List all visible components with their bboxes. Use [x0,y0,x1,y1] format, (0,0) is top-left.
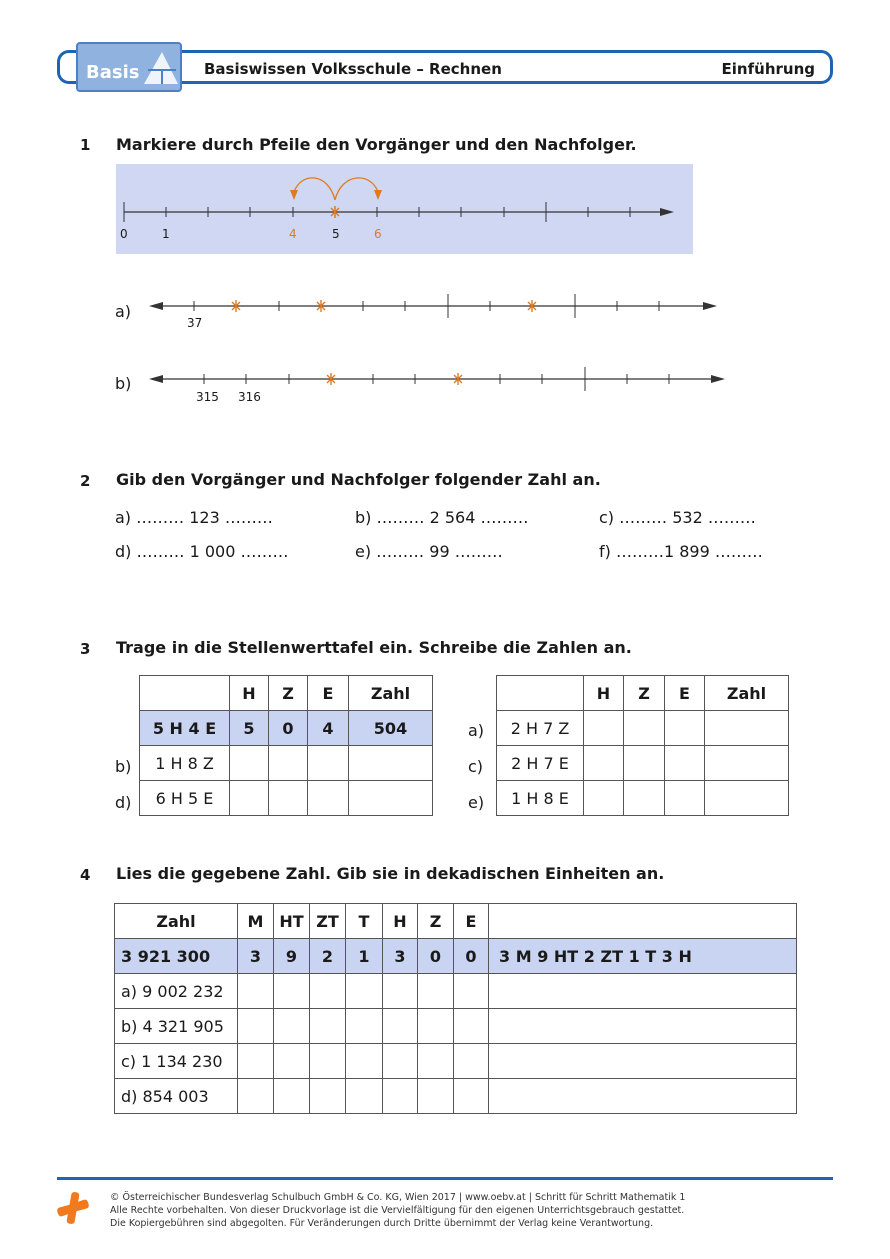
q3-number: 3 [80,640,91,658]
q3-row-label-d: d) [115,793,132,812]
table-row: 6 H 5 E [140,781,433,816]
q2-item-e[interactable]: e) ……… 99 ……… [355,542,503,561]
q1b-label: b) [115,374,132,393]
q1b-tick-316: 316 [238,390,261,404]
number-line-a[interactable] [145,290,725,326]
q3-row-label-a: a) [468,721,485,740]
place-value-table-left [139,675,433,816]
q2-item-c[interactable]: c) ……… 532 ……… [599,508,756,527]
q1-text: Markiere durch Pfeile den Vorgänger und den Nachfolger. [116,135,637,154]
q2-text: Gib den Vorgänger und Nachfolger folgender Zahl an. [116,470,601,489]
table-header-row: H Z E Zahl [497,676,789,711]
q4-number: 4 [80,866,91,884]
q2-item-f[interactable]: f) ………1 899 ……… [599,542,763,561]
table-row: c) 1 134 230 [115,1044,797,1079]
table-row: b) 4 321 905 [115,1009,797,1044]
footer-line-3: Die Kopiergebühren sind abgegolten. Für Veränderungen durch Dritte übernimmt der Verlag keine Verantwortung. [110,1218,654,1229]
nl-label-5: 5 [332,227,340,241]
table-row: 2 H 7 Z [497,711,789,746]
nl-label-4: 4 [289,227,297,241]
decadic-units-table [114,903,797,1114]
table-row: d) 854 003 [115,1079,797,1114]
q2-item-a[interactable]: a) ……… 123 ……… [115,508,273,527]
q1a-label: a) [115,302,132,321]
q3-text: Trage in die Stellenwerttafel ein. Schreibe die Zahlen an. [116,638,632,657]
q2-number: 2 [80,472,91,490]
table-header-row: H Z E Zahl [140,676,433,711]
example-number-line [116,164,693,254]
table-row-example: 3 921 300 3 9 2 1 3 0 0 3 M 9 HT 2 ZT 1 T 3 H [115,939,797,974]
place-value-table-right [496,675,789,816]
footer-line-1: © Österreichischer Bundesverlag Schulbuch GmbH & Co. KG, Wien 2017 | www.oebv.at | Schritt für Schritt Mathematik 1 [110,1192,686,1203]
q2-item-d[interactable]: d) ……… 1 000 ……… [115,542,289,561]
table-row-example: 5 H 4 E 5 0 4 504 [140,711,433,746]
q1b-tick-315: 315 [196,390,219,404]
table-row: a) 9 002 232 [115,974,797,1009]
number-line-b[interactable] [145,362,730,398]
table-row: 2 H 7 E [497,746,789,781]
footer-line-2: Alle Rechte vorbehalten. Von dieser Druckvorlage ist die Vervielfältigung für den eigenen Unterrichtsgebrauch gestattet. [110,1205,685,1216]
q4-text: Lies die gegebene Zahl. Gib sie in dekadischen Einheiten an. [116,864,665,883]
table-row: 1 H 8 E [497,781,789,816]
nl-label-1: 1 [162,227,170,241]
nl-label-0: 0 [120,227,128,241]
q1a-tick-37: 37 [187,316,203,330]
table-header-row: Zahl M HT ZT T H Z E [115,904,797,939]
q3-row-label-c: c) [468,757,484,776]
logo-text: Basis [86,62,140,83]
table-row: 1 H 8 Z [140,746,433,781]
nl-label-6: 6 [374,227,382,241]
q3-row-label-e: e) [468,793,485,812]
footer-divider [57,1177,833,1180]
q2-item-b[interactable]: b) ……… 2 564 ……… [355,508,529,527]
publisher-star-icon [55,1190,91,1226]
page-title: Basiswissen Volksschule – Rechnen [204,60,502,78]
q3-row-label-b: b) [115,757,132,776]
section-label: Einführung [721,60,815,78]
q1-number: 1 [80,136,91,154]
